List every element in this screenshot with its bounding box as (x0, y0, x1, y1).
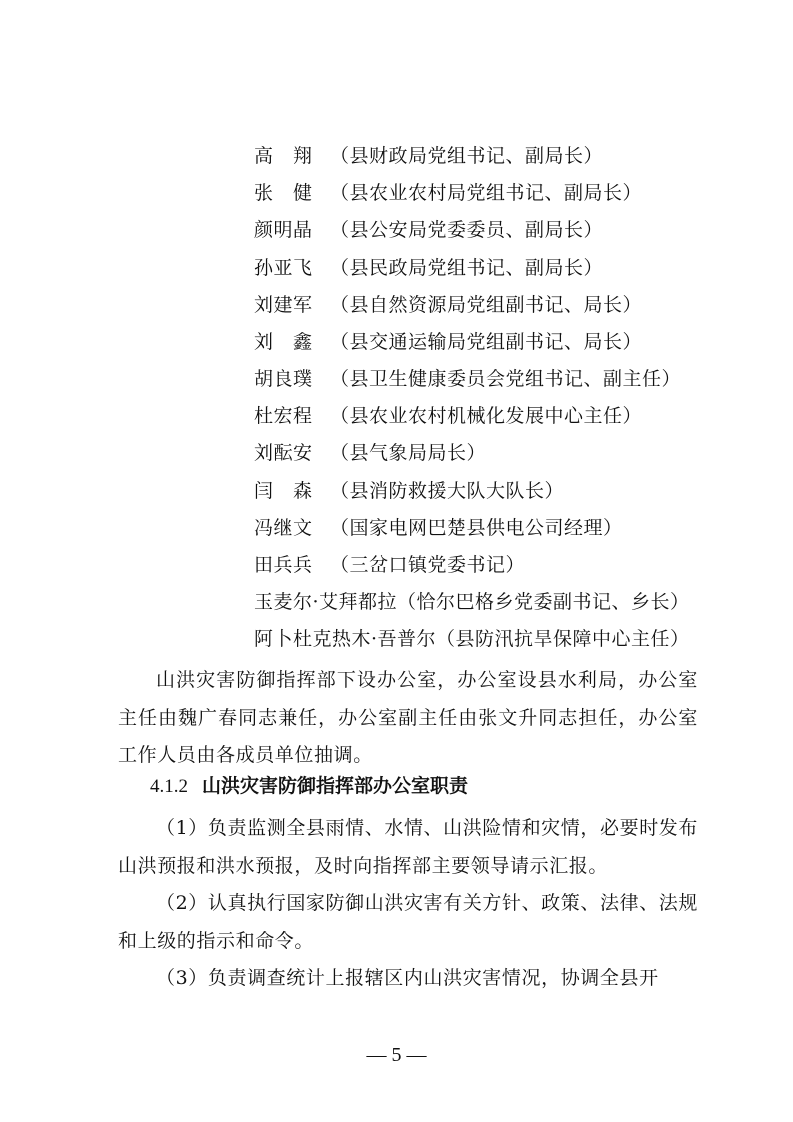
section-heading (150, 774, 468, 799)
member-entry (254, 218, 603, 242)
member-name: 阿卜杜克热木·吾普尔 (254, 628, 437, 650)
member-role: （县气象局局长） (330, 442, 487, 464)
office-paragraph: 山洪灾害防御指挥部下设办公室，办公室设县水利局，办公室主任由魏广春同志兼任，办公室副主任由张文升同志担任，办公室工作人员由各成员单位抽调。 (118, 669, 698, 766)
member-role: （县自然资源局党组副书记、局长） (330, 294, 643, 316)
member-role: （县农业农村机械化发展中心主任） (330, 405, 643, 427)
member-role: （三岔口镇党委书记） (330, 554, 526, 576)
member-entry (254, 256, 603, 280)
member-name: 田兵兵 (254, 554, 313, 576)
member-name: 杜宏程 (254, 405, 313, 427)
section-title: 山洪灾害防御指挥部办公室职责 (202, 775, 469, 797)
member-entry (254, 590, 690, 614)
member-role: （县公安局党委委员、副局长） (330, 219, 604, 241)
member-entry (254, 404, 642, 428)
member-entry (254, 627, 690, 651)
member-name: 刘酝安 (254, 442, 313, 464)
member-name: 冯继文 (254, 517, 313, 539)
member-entry (254, 293, 642, 317)
page-number: — 5 — (366, 1044, 427, 1066)
member-entry (254, 553, 525, 577)
duty-paragraph: （2）认真执行国家防御山洪灾害有关方针、政策、法律、法规和上级的指示和命令。 (118, 892, 698, 952)
member-role: （恰尔巴格乡党委副书记、乡长） (397, 591, 690, 613)
member-name: 闫 森 (254, 480, 313, 502)
member-name: 高 翔 (254, 145, 313, 167)
member-role: （县财政局党组书记、副局长） (330, 145, 604, 167)
member-entry (254, 181, 642, 205)
member-name: 孙亚飞 (254, 257, 313, 279)
member-entry (254, 516, 623, 540)
duty-paragraph: （1）负责监测全县雨情、水情、山洪险情和灾情，必要时发布山洪预报和洪水预报，及时向指挥部主要领导请示汇报。 (118, 817, 698, 877)
member-name: 张 健 (254, 182, 313, 204)
member-entry (254, 330, 642, 354)
duty-paragraph: （3）负责调查统计上报辖区内山洪灾害情况，协调全县开 (156, 967, 659, 989)
section-number: 4.1.2 (150, 776, 188, 797)
member-name: 胡良璞 (254, 368, 313, 390)
member-role: （县交通运输局党组副书记、局长） (330, 331, 643, 353)
member-name: 玉麦尔·艾拜都拉 (254, 591, 398, 613)
member-role: （国家电网巴楚县供电公司经理） (330, 517, 623, 539)
member-role: （县消防救援大队大队长） (330, 480, 565, 502)
member-entry (254, 144, 603, 168)
member-role: （县防汛抗旱保障中心主任） (436, 628, 690, 650)
member-name: 刘建军 (254, 294, 313, 316)
member-entry (254, 479, 564, 503)
member-name: 刘 鑫 (254, 331, 313, 353)
member-entry (254, 367, 681, 391)
member-role: （县卫生健康委员会党组书记、副主任） (330, 368, 682, 390)
member-entry (254, 441, 486, 465)
member-role: （县农业农村局党组书记、副局长） (330, 182, 643, 204)
member-role: （县民政局党组书记、副局长） (330, 257, 604, 279)
member-name: 颜明晶 (254, 219, 313, 241)
